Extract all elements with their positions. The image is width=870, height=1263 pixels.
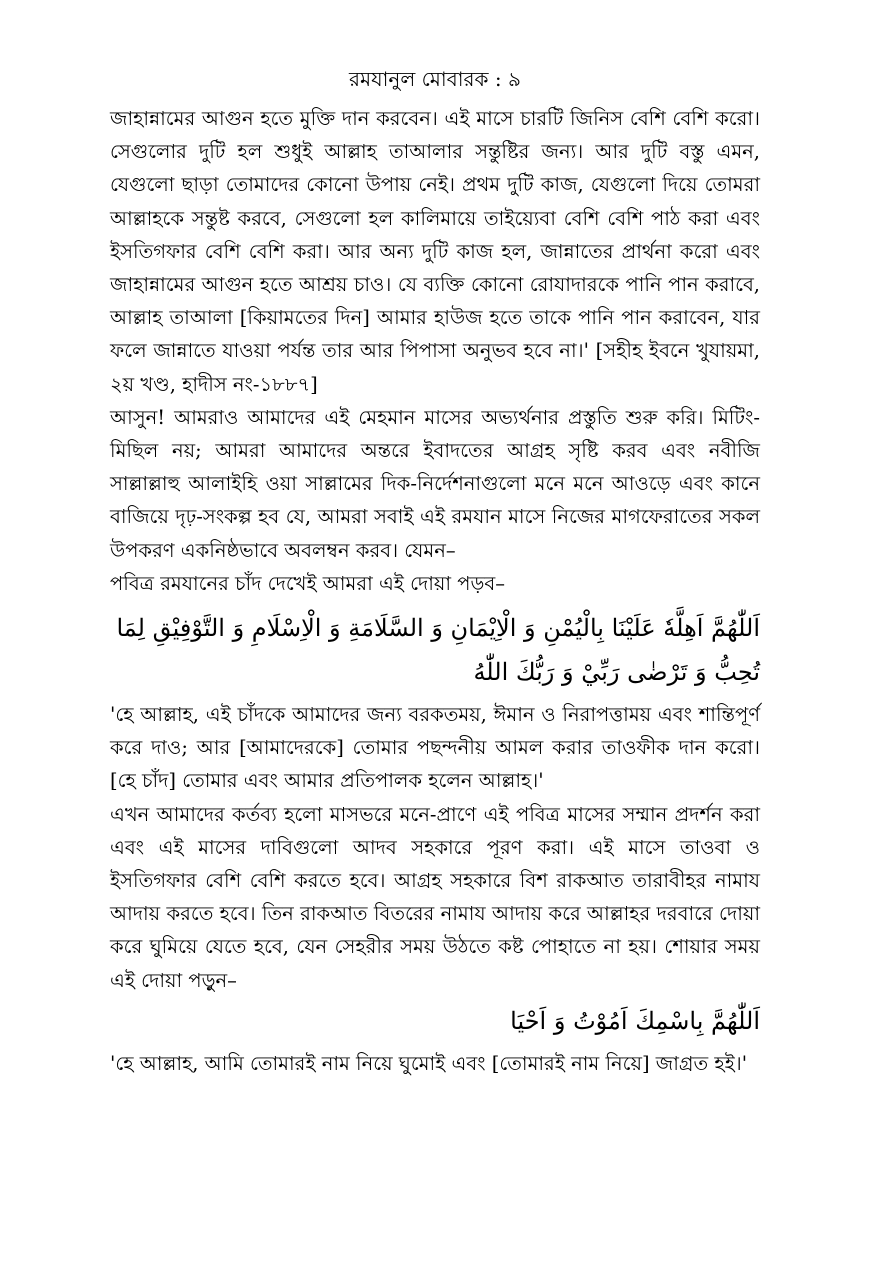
page-content: [110, 62, 760, 1080]
paragraph-moon-sighting-intro: পবিত্র রমযানের চাঁদ দেখেই আমরা এই দোয়া পড়ব–: [110, 571, 506, 595]
paragraph-invitation: আসুন! আমরাও আমাদের এই মেহমান মাসের অভ্যর্থনার প্রস্তুতি শুরু করি। মিটিং-মিছিল নয়; আমরা আমাদের অন্তরে ইবাদতের আগ্রহ সৃষ্টি করব এবং নবীজি সাল্লাল্লাহু আলাইহি ওয়া সাল্লামের দিক-নির্দেশনাগুলো মনে মনে আওড়ে এবং কানে বাজিয়ে দৃঢ়-সংকল্প হব যে, আমরা সবাই এই রমযান মাসে নিজের মাগফেরাতের সকল উপকরণ একনিষ্ঠভাবে অবলম্বন করব। যেমন–: [110, 405, 760, 562]
arabic-dua-moon-sighting: اَللّٰهُمَّ اَهِلَّهٗ عَلَيْنَا بِالْيُمْنِ وَ الْاِيْمَانِ وَ السَّلَامَةِ وَ الْاِسْلَامِ وَ التَّوْفِيْقِ لِمَا تُحِبُّ وَ تَرْضٰى رَبِّيْ وَ رَبُّكَ اللّٰهُ: [116, 614, 760, 687]
paragraph-dua-translation: 'হে আল্লাহ, এই চাঁদকে আমাদের জন্য বরকতময়, ঈমান ও নিরাপত্তাময় এবং শান্তিপূর্ণ করে দাও; আর [আমাদেরকে] তোমার পছন্দনীয় আমল করার তাওফীক দান করো। [হে চাঁদ] তোমার এবং আমার প্রতিপালক হলেন আল্লাহ।': [110, 703, 760, 793]
paragraph-hadith-continuation: জাহান্নামের আগুন হতে মুক্তি দান করবেন। এই মাসে চারটি জিনিস বেশি বেশি করো। সেগুলোর দুটি হল শুধুই আল্লাহ তাআলার সন্তুষ্টির জন্য। আর দুটি বস্তু এমন, যেগুলো ছাড়া তোমাদের কোনো উপায় নেই। প্রথম দুটি কাজ, যেগুলো দিয়ে তোমরা আল্লাহকে সন্তুষ্ট করবে, সেগুলো হল কালিমায়ে তাইয়্যেবা বেশি বেশি পাঠ করা এবং ইসতিগফার বেশি বেশি করা। আর অন্য দুটি কাজ হল, জান্নাতের প্রার্থনা করো এবং জাহান্নামের আগুন হতে আশ্রয় চাও। যে ব্যক্তি কোনো রোযাদারকে পানি পান করাবে, আল্লাহ তাআলা [কিয়ামতের দিন] আমার হাউজ হতে তাকে পানি পান করাবেন, যার ফলে জান্নাতে যাওয়া পর্যন্ত তার আর পিপাসা অনুভব হবে না।' [সহীহ ইবনে খুযায়মা, ২য় খণ্ড, হাদীস নং-১৮৮৭]: [110, 107, 760, 396]
paragraph-sleep-dua-translation: 'হে আল্লাহ, আমি তোমারই নাম নিয়ে ঘুমোই এবং [তোমারই নাম নিয়ে] জাগ্রত হই।': [110, 1051, 748, 1075]
paragraph-duties: এখন আমাদের কর্তব্য হলো মাসভরে মনে-প্রাণে এই পবিত্র মাসের সম্মান প্রদর্শন করা এবং এই মাসের দাবিগুলো আদব সহকারে পূরণ করা। এই মাসে তাওবা ও ইসতিগফার বেশি বেশি করতে হবে। আগ্রহ সহকারে বিশ রাকআত তারাবীহর নামায আদায় করতে হবে। তিন রাকআত বিতরের নামায আদায় করে আল্লাহর দরবারে দোয়া করে ঘুমিয়ে যেতে হবে, যেন সেহরীর সময় উঠতে কষ্ট পোহাতে না হয়। শোয়ার সময় এই দোয়া পড়ুন–: [110, 802, 760, 992]
page-header: রমযানুল মোবারক : ৯: [348, 67, 521, 91]
arabic-dua-sleep: اَللّٰهُمَّ بِاسْمِكَ اَمُوْتُ وَ اَحْيَا: [510, 1006, 760, 1035]
